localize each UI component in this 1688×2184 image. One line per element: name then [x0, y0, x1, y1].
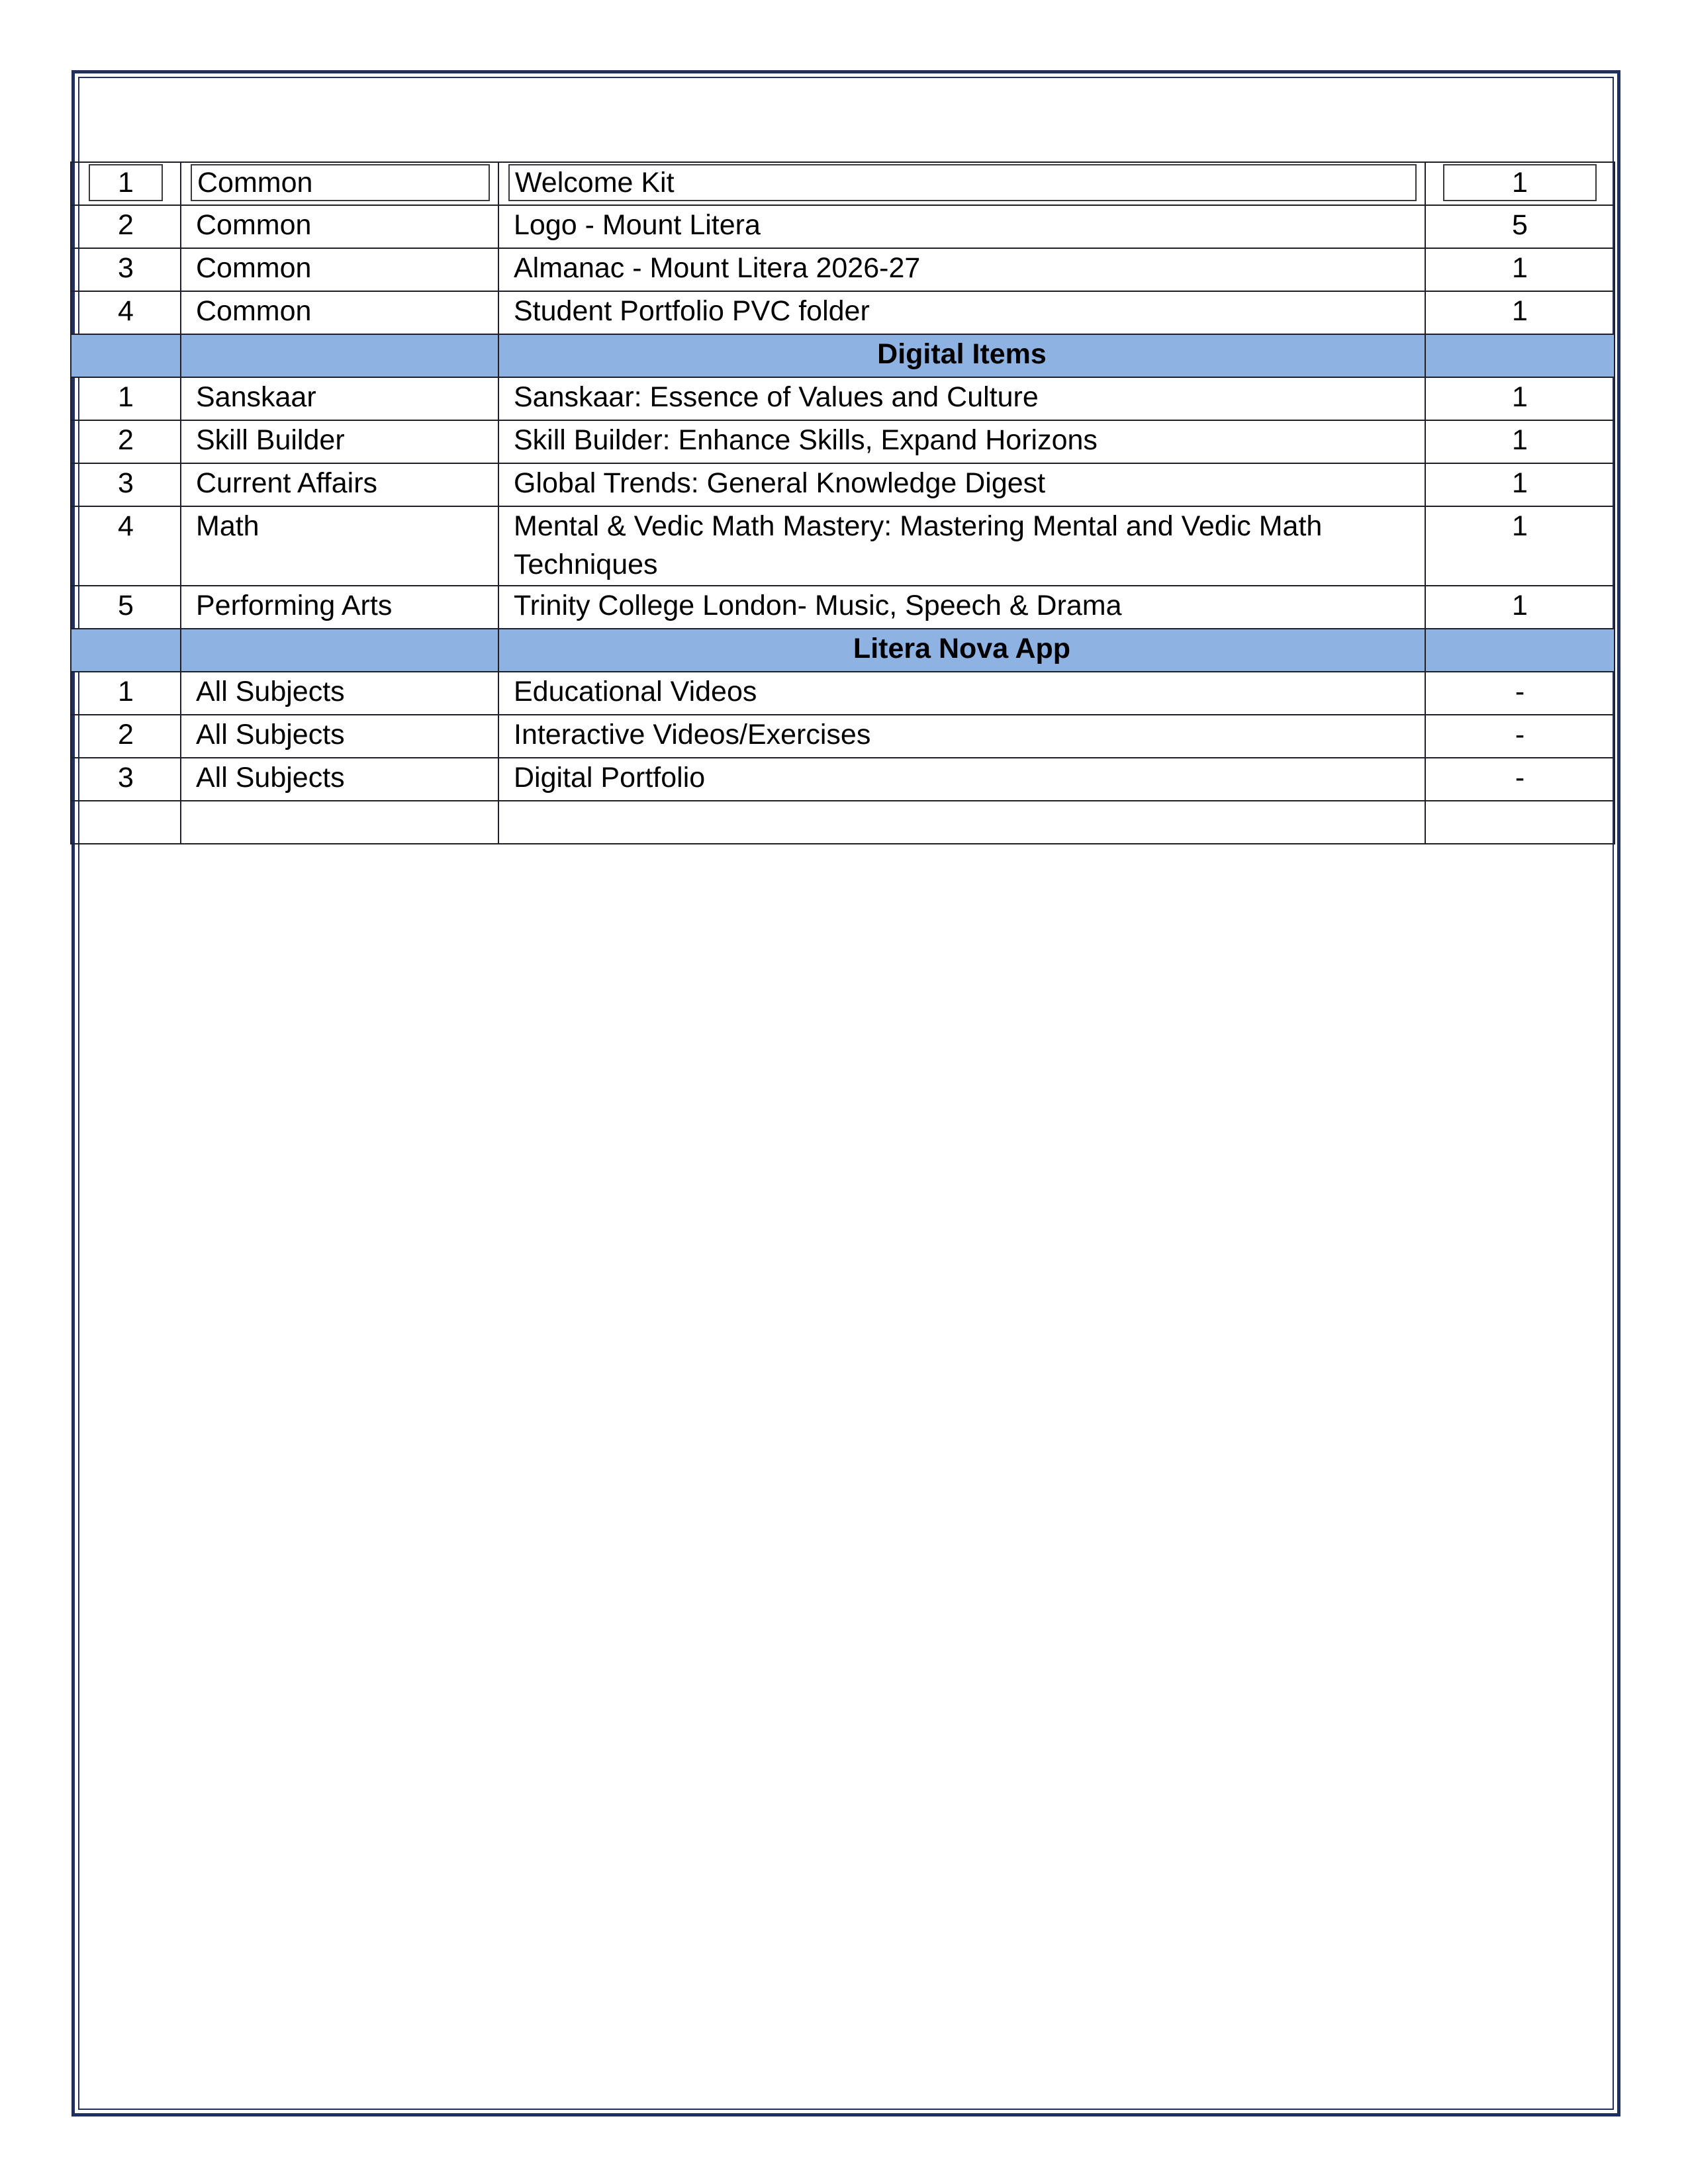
serial-number-cell: 2 [71, 205, 181, 248]
empty-cell [71, 801, 181, 844]
subject-cell: Skill Builder [181, 420, 498, 463]
serial-number-cell: 4 [71, 506, 181, 586]
table-row [71, 291, 1615, 334]
serial-number-cell: 2 [71, 715, 181, 758]
table-row [71, 672, 1615, 715]
quantity-cell: - [1425, 758, 1615, 801]
subject-cell: All Subjects [181, 758, 498, 801]
quantity-cell: 1 [1425, 248, 1615, 291]
section-empty-cell [181, 629, 498, 672]
item-cell: Sanskaar: Essence of Values and Culture [498, 377, 1425, 420]
subject-cell: Common [181, 205, 498, 248]
subject-cell: Performing Arts [181, 586, 498, 629]
section-empty-cell [181, 334, 498, 377]
item-cell: Interactive Videos/Exercises [498, 715, 1425, 758]
table-row [71, 420, 1615, 463]
table-row [71, 205, 1615, 248]
serial-number-cell: 1 [71, 377, 181, 420]
table-row [71, 248, 1615, 291]
table-row [71, 162, 1615, 205]
subject-cell: Common [181, 248, 498, 291]
section-empty-cell [1425, 629, 1615, 672]
subject-cell: Common [181, 162, 498, 205]
item-cell: Logo - Mount Litera [498, 205, 1425, 248]
serial-number-cell: 3 [71, 758, 181, 801]
serial-number-cell: 4 [71, 291, 181, 334]
item-cell: Welcome Kit [498, 162, 1425, 205]
item-cell: Skill Builder: Enhance Skills, Expand Horizons [498, 420, 1425, 463]
item-cell: Educational Videos [498, 672, 1425, 715]
serial-number-cell: 3 [71, 248, 181, 291]
subject-cell: Common [181, 291, 498, 334]
section-title: Digital Items [498, 334, 1425, 377]
section-header-digital-items [71, 334, 1615, 377]
section-title: Litera Nova App [498, 629, 1425, 672]
section-empty-cell [1425, 334, 1615, 377]
table-row [71, 586, 1615, 629]
empty-cell [1425, 801, 1615, 844]
serial-number-cell: 2 [71, 420, 181, 463]
item-cell: Student Portfolio PVC folder [498, 291, 1425, 334]
quantity-cell: 1 [1425, 586, 1615, 629]
subject-cell: Current Affairs [181, 463, 498, 506]
table-row [71, 463, 1615, 506]
item-cell: Global Trends: General Knowledge Digest [498, 463, 1425, 506]
subject-cell: Math [181, 506, 498, 586]
quantity-cell: - [1425, 672, 1615, 715]
subject-cell: All Subjects [181, 715, 498, 758]
section-header-litera-nova-app [71, 629, 1615, 672]
serial-number-cell: 3 [71, 463, 181, 506]
table-row [71, 506, 1615, 586]
item-cell: Mental & Vedic Math Mastery: Mastering Mental and Vedic Math Techniques [498, 506, 1425, 586]
serial-number-cell: 1 [71, 672, 181, 715]
table-row [71, 715, 1615, 758]
quantity-cell: - [1425, 715, 1615, 758]
item-cell: Digital Portfolio [498, 758, 1425, 801]
quantity-cell: 1 [1425, 291, 1615, 334]
quantity-cell: 5 [1425, 205, 1615, 248]
quantity-cell: 1 [1425, 463, 1615, 506]
item-cell: Almanac - Mount Litera 2026-27 [498, 248, 1425, 291]
quantity-cell: 1 [1425, 506, 1615, 586]
subject-cell: Sanskaar [181, 377, 498, 420]
table-row [71, 377, 1615, 420]
empty-cell [498, 801, 1425, 844]
quantity-cell: 1 [1425, 162, 1615, 205]
serial-number-cell: 5 [71, 586, 181, 629]
quantity-cell: 1 [1425, 420, 1615, 463]
item-cell: Trinity College London- Music, Speech & Drama [498, 586, 1425, 629]
serial-number-cell: 1 [71, 162, 181, 205]
empty-table-row [71, 801, 1615, 844]
items-table [70, 161, 1615, 844]
empty-cell [181, 801, 498, 844]
section-empty-cell [71, 629, 181, 672]
table-row [71, 758, 1615, 801]
quantity-cell: 1 [1425, 377, 1615, 420]
section-empty-cell [71, 334, 181, 377]
subject-cell: All Subjects [181, 672, 498, 715]
